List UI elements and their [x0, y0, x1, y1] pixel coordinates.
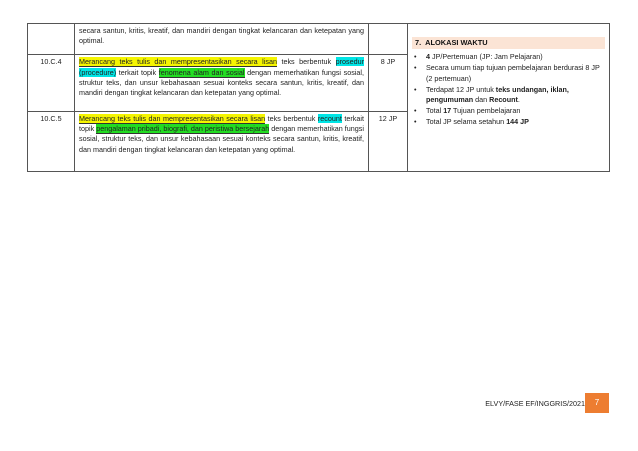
jp-value: 12 JP [378, 114, 398, 123]
objective-description [79, 57, 364, 98]
highlighted-phrase: recount [317, 114, 342, 123]
text-run: Secara umum tiap tujuan pembelajaran berdurasi 8 JP (2 pertemuan) [426, 63, 600, 83]
text-run: dengan memerhatikan fungsi sosial, struktur teks, dan unsur kebahasaan sesuai konteks secara santun, kritis, kreatif, dan mandiri dengan tingkat kelancaran dan ketepatan yang optimal. [79, 124, 364, 154]
bullet-icon: • [414, 63, 417, 73]
bullet-icon: • [414, 117, 417, 127]
text-run: teks berbentuk [265, 114, 318, 123]
bold-text: 4 [426, 52, 430, 62]
list-item [412, 63, 605, 83]
bold-text: teks undangan, iklan, pengumuman [426, 84, 569, 105]
section-title: ALOKASI WAKTU [425, 38, 488, 47]
highlighted-phrase: Merancang teks tulis dan mempresentasikan secara lisan [79, 114, 266, 123]
list-item [412, 117, 605, 127]
text-run: secara santun, kritis, kreatif, dan mandiri dengan tingkat kelancaran dan ketepatan yang optimal. [79, 26, 364, 46]
description-cell [75, 24, 369, 55]
jp-cell [369, 55, 408, 112]
footer-text: ELVY/FASE EF/INGGRIS/2021 [485, 399, 585, 408]
highlighted-phrase: fenomena alam dan sosial [158, 67, 245, 77]
bullet-icon: • [414, 84, 417, 94]
bullet-icon: • [414, 106, 417, 116]
time-allocation-list [412, 52, 605, 127]
text-run: JP/Pertemuan (JP: Jam Pelajaran) [430, 52, 543, 62]
text-run: teks berbentuk [276, 57, 336, 67]
highlighted-phrase: prosedur [335, 57, 364, 67]
objective-description [79, 114, 364, 155]
text-run: Tujuan pembelajaran [451, 106, 521, 116]
objective-code: 10.C.5 [40, 114, 62, 123]
text-run: terkait topik [116, 67, 159, 77]
objective-code: 10.C.4 [40, 57, 62, 67]
page-number: 7 [585, 393, 609, 413]
code-cell [28, 24, 75, 55]
highlighted-phrase: pengalaman pribadi, biografi, dan peristiwa bersejarah [96, 124, 270, 134]
highlighted-phrase: (procedure) [79, 67, 117, 77]
objective-description [79, 26, 364, 46]
description-cell [75, 55, 369, 112]
jp-cell [369, 112, 408, 172]
text-run: dengan memerhatikan fungsi sosial, struktur teks, dan unsur kebahasaan sesuai konteks secara santun, kritis, kreatif, dan mandiri dengan tingkat kelancaran dan ketepatan yang optimal. [79, 67, 365, 97]
list-item [412, 85, 605, 105]
section-heading [412, 37, 605, 49]
jp-cell [369, 24, 408, 55]
text-run: Terdapat 12 JP untuk [426, 84, 496, 94]
section-number: 7. [415, 38, 422, 47]
list-item [412, 52, 605, 62]
learning-objectives-table [27, 23, 610, 172]
table-row [28, 24, 610, 55]
code-cell [28, 112, 75, 172]
bold-text: Recount [489, 95, 518, 105]
text-run: Total [426, 106, 444, 116]
bullet-icon: • [414, 52, 417, 62]
highlighted-phrase: Merancang teks tulis dan mempresentasikan secara lisan [79, 57, 277, 67]
description-cell [75, 112, 369, 172]
text-run: . [517, 95, 520, 105]
bold-text: 17 [443, 106, 452, 116]
text-run: dan [473, 95, 490, 105]
jp-value: 8 JP [380, 57, 396, 67]
text-run: Total JP selama setahun [426, 117, 507, 127]
bold-text: 144 JP [506, 117, 529, 127]
time-allocation-panel [408, 24, 610, 172]
list-item [412, 106, 605, 116]
text-run: terkait topik [79, 114, 364, 134]
code-cell [28, 55, 75, 112]
